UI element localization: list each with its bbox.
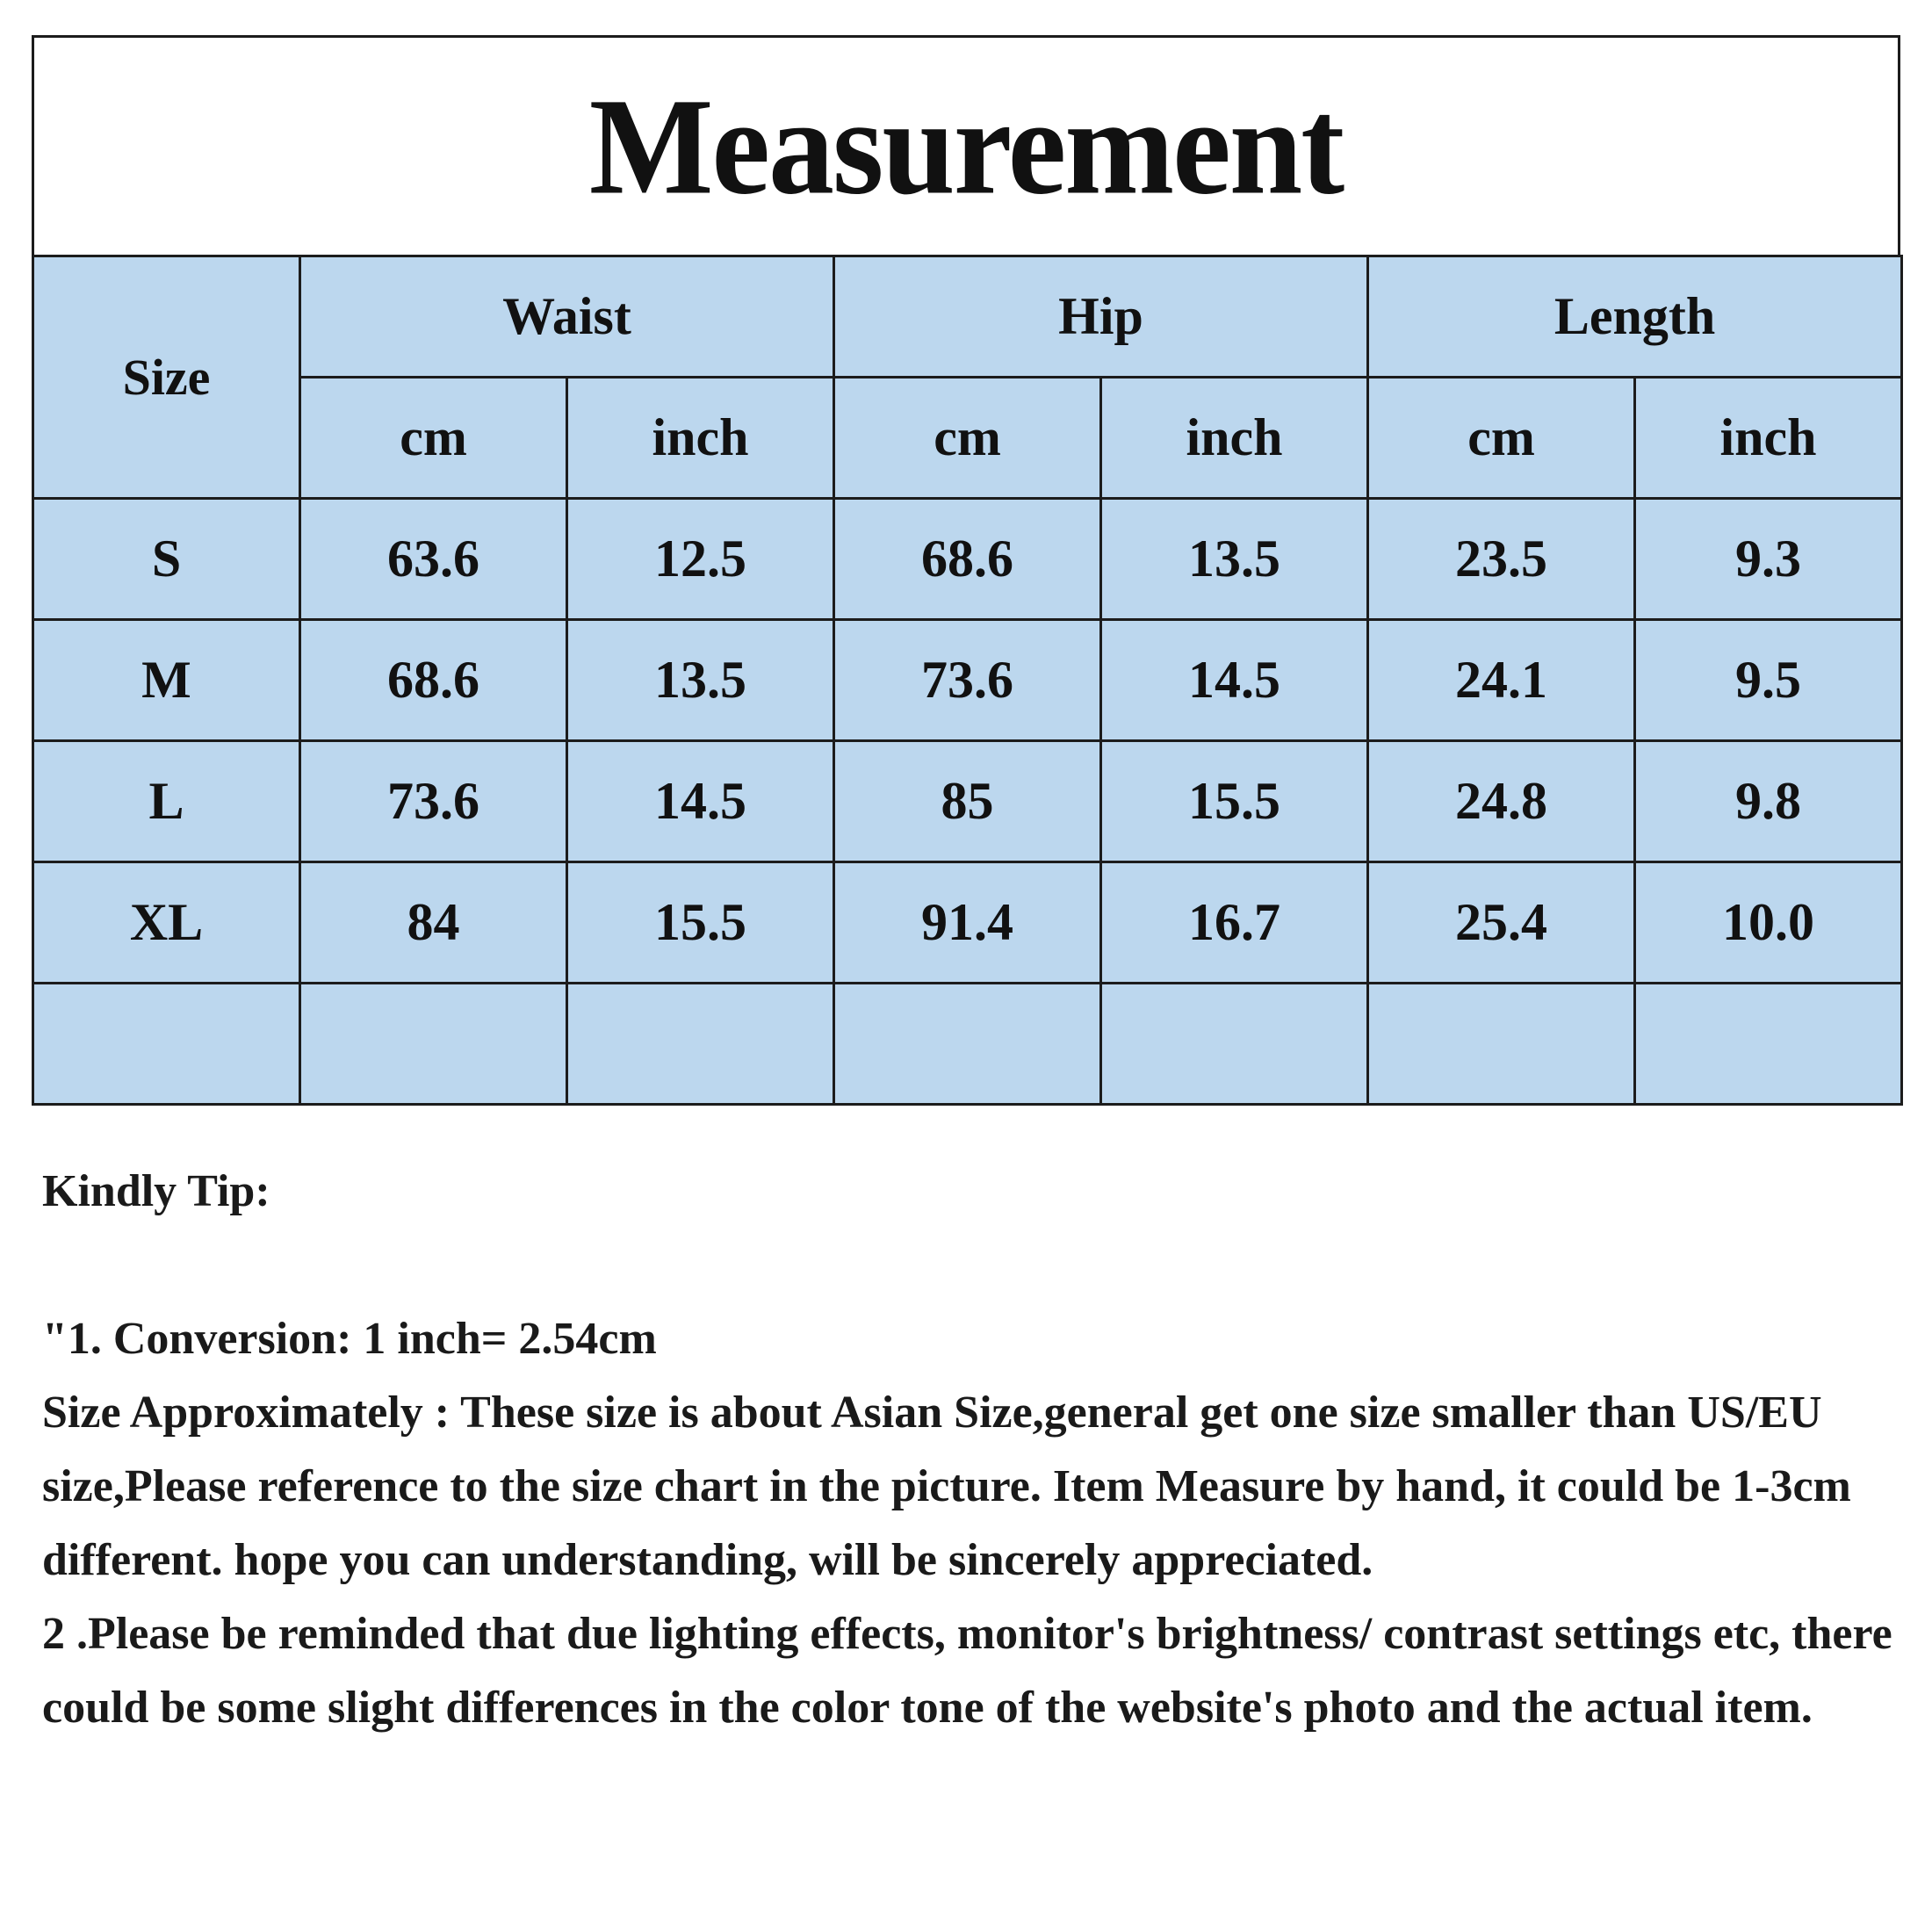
empty-cell bbox=[1101, 984, 1368, 1105]
empty-cell bbox=[567, 984, 834, 1105]
empty-cell bbox=[834, 984, 1101, 1105]
value-cell: 68.6 bbox=[300, 620, 567, 741]
size-table bbox=[32, 255, 1903, 1106]
value-cell: 73.6 bbox=[300, 741, 567, 862]
value-cell: 63.6 bbox=[300, 499, 567, 620]
value-cell: 25.4 bbox=[1368, 862, 1635, 984]
unit-header: cm bbox=[1368, 378, 1635, 499]
value-cell: 15.5 bbox=[567, 862, 834, 984]
value-cell: 73.6 bbox=[834, 620, 1101, 741]
unit-header: cm bbox=[300, 378, 567, 499]
table-unit-row bbox=[33, 378, 1902, 499]
tip-size-approximately: Size Approximately : These size is about Asian Size,general get one size smaller than US/EU size,Please reference to the size chart in the picture. Item Measure by hand, it could be 1-3cm different. hope you can understanding, will be sincerely appreciated. bbox=[42, 1388, 1851, 1585]
size-cell: M bbox=[33, 620, 300, 741]
table-row bbox=[33, 620, 1902, 741]
value-cell: 10.0 bbox=[1635, 862, 1902, 984]
value-cell: 24.8 bbox=[1368, 741, 1635, 862]
waist-header: Waist bbox=[300, 256, 834, 378]
measurement-sheet bbox=[32, 35, 1900, 1106]
empty-cell bbox=[300, 984, 567, 1105]
tip-color-tone: 2 .Please be reminded that due lighting effects, monitor's brightness/ contrast settings etc, there could be some slight differences in the color tone of the website's photo and the actual item. bbox=[42, 1609, 1892, 1733]
value-cell: 84 bbox=[300, 862, 567, 984]
value-cell: 91.4 bbox=[834, 862, 1101, 984]
tip-heading: Kindly Tip: bbox=[42, 1166, 270, 1216]
table-header-row bbox=[33, 256, 1902, 378]
value-cell: 9.5 bbox=[1635, 620, 1902, 741]
tip-conversion: "1. Conversion: 1 inch= 2.54cm bbox=[42, 1314, 657, 1364]
value-cell: 15.5 bbox=[1101, 741, 1368, 862]
empty-cell bbox=[1635, 984, 1902, 1105]
unit-header: inch bbox=[1635, 378, 1902, 499]
empty-cell bbox=[1368, 984, 1635, 1105]
kindly-tip-section bbox=[42, 1155, 1895, 1745]
value-cell: 9.8 bbox=[1635, 741, 1902, 862]
value-cell: 16.7 bbox=[1101, 862, 1368, 984]
unit-header: inch bbox=[1101, 378, 1368, 499]
value-cell: 12.5 bbox=[567, 499, 834, 620]
value-cell: 9.3 bbox=[1635, 499, 1902, 620]
size-cell: XL bbox=[33, 862, 300, 984]
table-row bbox=[33, 741, 1902, 862]
table-row bbox=[33, 499, 1902, 620]
value-cell: 23.5 bbox=[1368, 499, 1635, 620]
value-cell: 14.5 bbox=[1101, 620, 1368, 741]
value-cell: 85 bbox=[834, 741, 1101, 862]
page-title: Measurement bbox=[588, 69, 1344, 223]
size-cell: L bbox=[33, 741, 300, 862]
value-cell: 14.5 bbox=[567, 741, 834, 862]
table-row bbox=[33, 862, 1902, 984]
unit-header: inch bbox=[567, 378, 834, 499]
hip-header: Hip bbox=[834, 256, 1368, 378]
title-box bbox=[32, 35, 1900, 255]
value-cell: 68.6 bbox=[834, 499, 1101, 620]
unit-header: cm bbox=[834, 378, 1101, 499]
value-cell: 13.5 bbox=[567, 620, 834, 741]
length-header: Length bbox=[1368, 256, 1902, 378]
size-cell: S bbox=[33, 499, 300, 620]
size-header: Size bbox=[33, 256, 300, 499]
value-cell: 24.1 bbox=[1368, 620, 1635, 741]
empty-cell bbox=[33, 984, 300, 1105]
table-empty-row bbox=[33, 984, 1902, 1105]
value-cell: 13.5 bbox=[1101, 499, 1368, 620]
